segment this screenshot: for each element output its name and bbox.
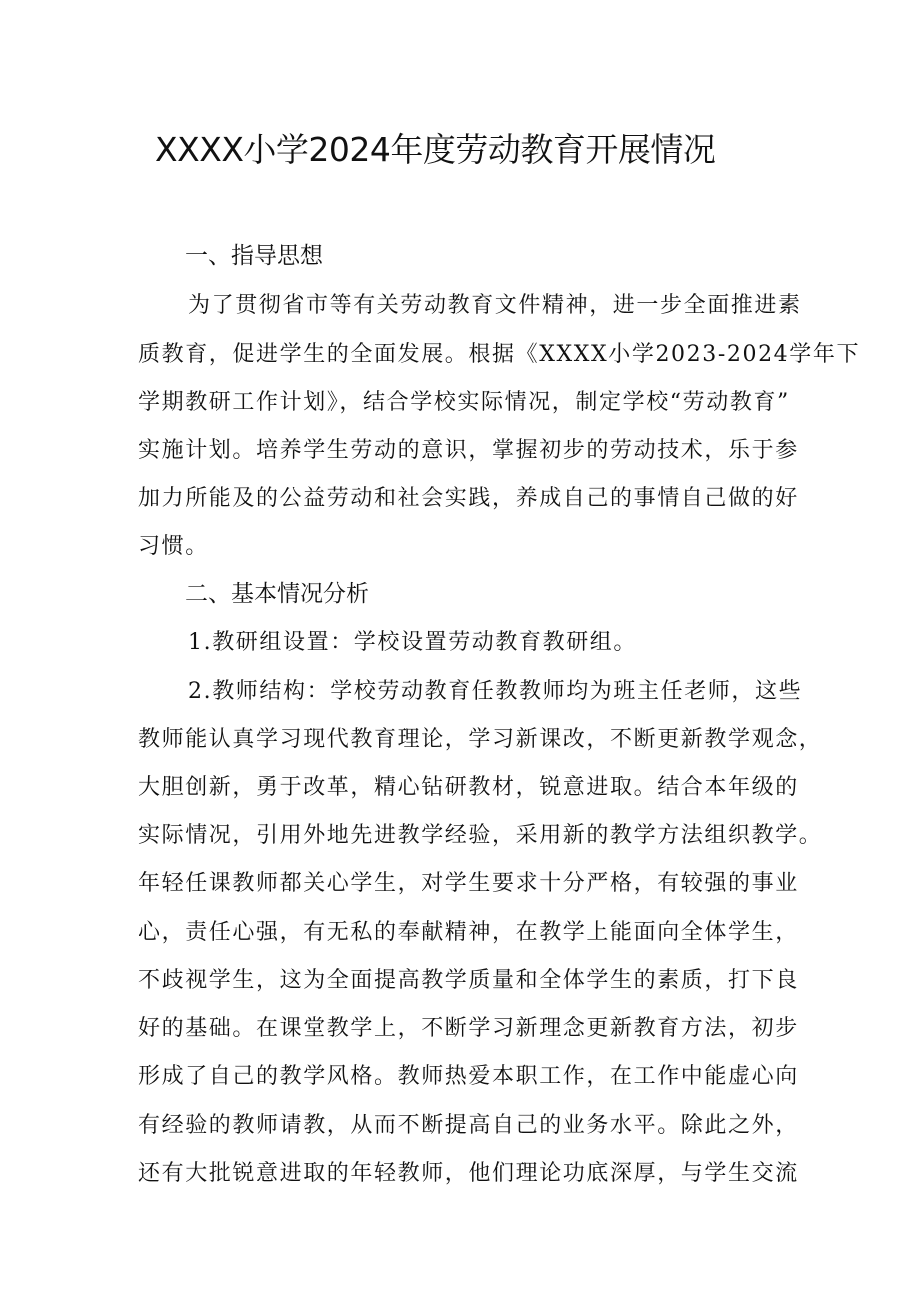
paragraph-line: 不歧视学生，这为全面提高教学质量和全体学生的素质，打下良 — [138, 968, 799, 993]
paragraph-line: 好的基础。在课堂教学上，不断学习新理念更新教育方法，初步 — [138, 1016, 799, 1041]
paragraph-line: 质教育，促进学生的全面发展。根据《XXXX小学2023-2024学年下 — [138, 342, 861, 367]
paragraph-line: 学期教研工作计划》，结合学校实际情况，制定学校“劳动教育” — [138, 390, 790, 415]
paragraph-line: 1.教研组设置：学校设置劳动教育教研组。 — [188, 630, 637, 655]
paragraph-line: 为了贯彻省市等有关劳动教育文件精神，进一步全面推进素 — [188, 293, 802, 318]
paragraph-line: 习惯。 — [138, 534, 209, 559]
paragraph-line: 大胆创新，勇于改革，精心钻研教材，锐意进取。结合本年级的 — [138, 775, 799, 800]
paragraph-line: 实际情况，引用外地先进教学经验，采用新的教学方法组织教学。 — [138, 823, 823, 848]
paragraph-line: 教师能认真学习现代教育理论，学习新课改，不断更新教学观念， — [138, 727, 823, 752]
paragraph-line: 年轻任课教师都关心学生，对学生要求十分严格，有较强的事业 — [138, 871, 799, 896]
section-heading-guiding-ideology: 一、指导思想 — [185, 243, 323, 269]
section-heading-basic-analysis: 二、基本情况分析 — [185, 581, 369, 607]
paragraph-line: 2.教师结构：学校劳动教育任教教师均为班主任老师，这些 — [188, 679, 803, 704]
paragraph-line: 加力所能及的公益劳动和社会实践，养成自己的事情自己做的好 — [138, 486, 799, 511]
paragraph-line: 有经验的教师请教，从而不断提高自己的业务水平。除此之外， — [138, 1113, 799, 1138]
paragraph-line: 形成了自己的教学风格。教师热爱本职工作，在工作中能虚心向 — [138, 1064, 799, 1089]
paragraph-line: 还有大批锐意进取的年轻教师，他们理论功底深厚，与学生交流 — [138, 1161, 799, 1186]
document-title: XXXX小学2024年度劳动教育开展情况 — [155, 130, 716, 169]
paragraph-line: 心，责任心强，有无私的奉献精神，在教学上能面向全体学生， — [138, 920, 799, 945]
paragraph-line: 实施计划。培养学生劳动的意识，掌握初步的劳动技术，乐于参 — [138, 438, 799, 463]
